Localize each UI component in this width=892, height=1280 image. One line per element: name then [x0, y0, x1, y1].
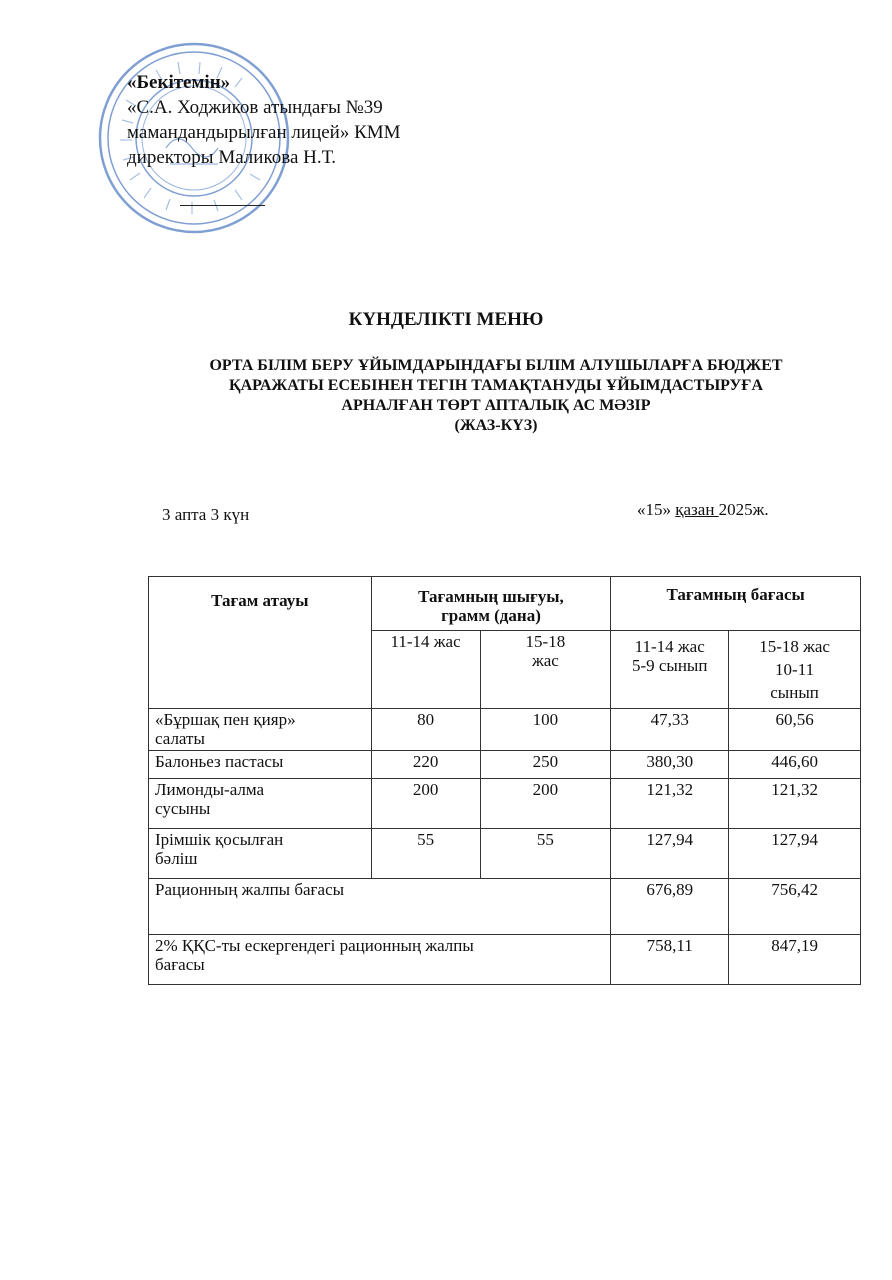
- total-vat-label-line-2: бағасы: [155, 955, 205, 974]
- approval-line-2: мамандандырылған лицей» КММ: [127, 122, 401, 143]
- subtitle-line-3: АРНАЛҒАН ТӨРТ АПТАЛЫҚ АС МӘЗІР: [341, 397, 651, 414]
- header-price2-line-2: 10-11: [775, 660, 815, 679]
- table-row: [149, 779, 861, 829]
- signature-line: [180, 205, 265, 206]
- header-output: [371, 577, 611, 631]
- table-row: [149, 829, 861, 879]
- price-11-14: 47,33: [611, 709, 729, 751]
- subtitle-line-2: ҚАРАЖАТЫ ЕСЕБІНЕН ТЕГІН ТАМАҚТАНУДЫ ҰЙЫМДАСТЫРУҒА: [228, 377, 764, 394]
- menu-date: [637, 500, 769, 520]
- dish-name-line-1: Ірімшік қосылған: [155, 830, 284, 849]
- header-price2-line-3: сынып: [770, 683, 819, 702]
- page-title: КҮНДЕЛІКТІ МЕНЮ: [348, 309, 544, 330]
- page-subtitle: [140, 356, 852, 436]
- grams-15-18: 100: [480, 709, 611, 751]
- dish-name-line-2: сусыны: [155, 799, 211, 818]
- approval-line-3: директоры Маликова Н.Т.: [127, 147, 337, 168]
- dish-name: [149, 779, 372, 829]
- subtitle-line-1: ОРТА БІЛІМ БЕРУ ҰЙЫМДАРЫНДАҒЫ БІЛІМ АЛУШЫЛАРҒА БЮДЖЕТ: [209, 357, 783, 374]
- price-11-14: 380,30: [611, 751, 729, 779]
- menu-table: [148, 576, 861, 985]
- dish-name: Балоньез пастасы: [149, 751, 372, 779]
- header-age2-line-2: жас: [531, 651, 559, 670]
- total-row: [149, 879, 861, 935]
- header-price2-line-1: 15-18 жас: [759, 637, 830, 656]
- header-age-15-18: [480, 631, 611, 709]
- date-day: «15»: [637, 500, 671, 519]
- total-vat-price-11-14: 758,11: [611, 935, 729, 985]
- price-15-18: 60,56: [729, 709, 861, 751]
- header-age-11-14: 11-14 жас: [371, 631, 480, 709]
- price-11-14: 127,94: [611, 829, 729, 879]
- dish-name-line-1: Лимонды-алма: [155, 780, 265, 799]
- total-vat-label: [149, 935, 611, 985]
- approval-line-1: «С.А. Ходжиков атындағы №39: [127, 97, 383, 118]
- date-month: қазан: [675, 500, 719, 519]
- grams-11-14: 80: [371, 709, 480, 751]
- header-price1-line-2: 5-9 сынып: [631, 656, 708, 675]
- dish-name-line-2: бәліш: [155, 849, 198, 868]
- dish-name-line-2: салаты: [155, 729, 205, 748]
- total-vat-price-15-18: 847,19: [729, 935, 861, 985]
- price-15-18: 446,60: [729, 751, 861, 779]
- price-15-18: 127,94: [729, 829, 861, 879]
- total-label: Рационның жалпы бағасы: [149, 879, 611, 935]
- header-output-line-1: Тағамның шығуы,: [418, 587, 564, 606]
- header-price-11-14: [611, 631, 729, 709]
- table-row: [149, 751, 861, 779]
- subtitle-line-4: (ЖАЗ-КҮЗ): [454, 417, 538, 434]
- header-price1-line-1: 11-14 жас: [634, 637, 705, 656]
- total-vat-label-line-1: 2% ҚҚС-ты ескергендегі рационның жалпы: [155, 936, 474, 955]
- header-output-line-2: грамм (дана): [441, 606, 541, 625]
- approval-block: [127, 70, 401, 170]
- price-11-14: 121,32: [611, 779, 729, 829]
- grams-15-18: 55: [480, 829, 611, 879]
- header-price-15-18: [729, 631, 861, 709]
- dish-name: [149, 709, 372, 751]
- approval-header: «Бекітемін»: [127, 72, 231, 93]
- grams-11-14: 200: [371, 779, 480, 829]
- grams-11-14: 220: [371, 751, 480, 779]
- table-row: [149, 709, 861, 751]
- dish-name-line-1: «Бұршақ пен қияр»: [155, 710, 296, 729]
- header-age2-line-1: 15-18: [525, 632, 566, 651]
- week-day-label: 3 апта 3 күн: [162, 505, 250, 524]
- dish-name: [149, 829, 372, 879]
- date-year: 2025ж.: [718, 500, 769, 519]
- total-vat-row: [149, 935, 861, 985]
- header-dish-name: Тағам атауы: [149, 577, 372, 709]
- grams-15-18: 250: [480, 751, 611, 779]
- grams-11-14: 55: [371, 829, 480, 879]
- total-price-15-18: 756,42: [729, 879, 861, 935]
- grams-15-18: 200: [480, 779, 611, 829]
- header-price: Тағамның бағасы: [611, 577, 861, 631]
- price-15-18: 121,32: [729, 779, 861, 829]
- total-price-11-14: 676,89: [611, 879, 729, 935]
- table-header-row: [149, 577, 861, 631]
